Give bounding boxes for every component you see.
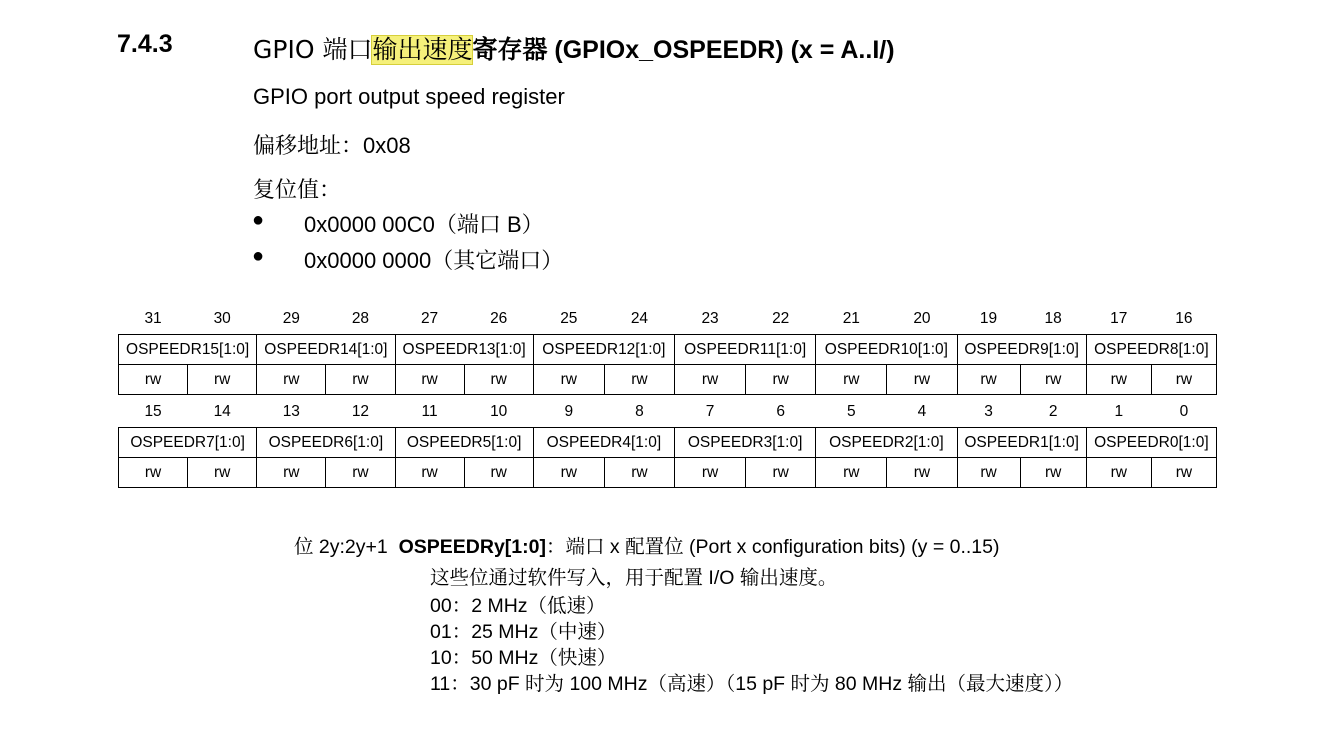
register-field: OSPEEDR0[1:0] bbox=[1086, 428, 1216, 458]
access-type: rw bbox=[119, 365, 188, 395]
access-type: rw bbox=[1151, 365, 1216, 395]
access-type: rw bbox=[326, 365, 395, 395]
field-description: ：端口 x 配置位 (Port x configuration bits) (y = 0..15) bbox=[545, 536, 1000, 558]
register-field: OSPEEDR12[1:0] bbox=[533, 335, 674, 365]
register-field: OSPEEDR3[1:0] bbox=[675, 428, 816, 458]
bit-number: 31 bbox=[144, 309, 162, 327]
access-type: rw bbox=[604, 365, 674, 395]
bit-number-row bbox=[119, 303, 1217, 335]
field-name: OSPEEDRy[1:0] bbox=[398, 536, 546, 558]
bit-number-row bbox=[119, 396, 1217, 428]
register-field: OSPEEDR6[1:0] bbox=[257, 428, 395, 458]
access-type: rw bbox=[395, 365, 464, 395]
access-type: rw bbox=[533, 458, 604, 488]
access-type: rw bbox=[257, 365, 326, 395]
bullet-icon: ● bbox=[252, 245, 265, 267]
register-field: OSPEEDR7[1:0] bbox=[119, 428, 257, 458]
field-name-row bbox=[119, 335, 1217, 365]
access-type: rw bbox=[604, 458, 674, 488]
register-field: OSPEEDR11[1:0] bbox=[675, 335, 816, 365]
bit-number: 4 bbox=[917, 402, 927, 420]
access-type: rw bbox=[1086, 365, 1151, 395]
access-type: rw bbox=[1020, 458, 1086, 488]
bit-number: 23 bbox=[701, 309, 719, 327]
bit-description-header bbox=[294, 531, 1000, 559]
register-field: OSPEEDR4[1:0] bbox=[533, 428, 674, 458]
access-type: rw bbox=[816, 458, 887, 488]
bit-number: 16 bbox=[1175, 309, 1193, 327]
access-type: rw bbox=[533, 365, 604, 395]
register-field: OSPEEDR13[1:0] bbox=[395, 335, 533, 365]
access-row bbox=[119, 458, 1217, 488]
access-type: rw bbox=[1086, 458, 1151, 488]
section-number: 7.4.3 bbox=[117, 30, 173, 58]
speed-option-fast: 10：50 MHz（快速） bbox=[430, 647, 617, 669]
access-type: rw bbox=[887, 365, 957, 395]
access-type: rw bbox=[395, 458, 464, 488]
description-line: 这些位通过软件写入，用于配置 I/O 输出速度。 bbox=[430, 567, 838, 589]
bit-number: 11 bbox=[421, 402, 438, 420]
access-type: rw bbox=[887, 458, 957, 488]
access-type: rw bbox=[188, 365, 257, 395]
section-title-prefix: GPIO 端口 bbox=[253, 35, 373, 64]
bit-number: 3 bbox=[984, 402, 993, 420]
bit-number: 14 bbox=[213, 402, 231, 420]
register-field: OSPEEDR10[1:0] bbox=[816, 335, 957, 365]
reset-value-label: 复位值： bbox=[253, 177, 342, 202]
access-type: rw bbox=[746, 458, 816, 488]
bit-number: 17 bbox=[1110, 309, 1128, 327]
speed-option-high: 11：30 pF 时为 100 MHz（高速）（15 pF 时为 80 MHz 输出（最大速度）） bbox=[430, 673, 1074, 695]
access-type: rw bbox=[464, 458, 533, 488]
access-type: rw bbox=[1020, 365, 1086, 395]
bits-label: 位 2y:2y+1 bbox=[294, 536, 388, 558]
bit-number: 12 bbox=[351, 402, 370, 420]
bit-number: 15 bbox=[144, 402, 162, 420]
section-title-suffix: 寄存器 (GPIOx_OSPEEDR) (x = A..I/) bbox=[472, 36, 895, 64]
bit-number: 22 bbox=[772, 309, 790, 327]
bit-number: 20 bbox=[913, 309, 931, 327]
access-type: rw bbox=[746, 365, 816, 395]
bit-number: 5 bbox=[847, 402, 856, 420]
bit-number: 7 bbox=[705, 402, 715, 420]
bit-number: 26 bbox=[490, 309, 508, 327]
access-type: rw bbox=[1151, 458, 1216, 488]
access-type: rw bbox=[675, 458, 746, 488]
bit-number: 29 bbox=[282, 309, 300, 327]
bit-number: 27 bbox=[420, 309, 439, 327]
access-type: rw bbox=[957, 458, 1020, 488]
access-type: rw bbox=[188, 458, 257, 488]
bit-number: 13 bbox=[282, 402, 300, 420]
register-field: OSPEEDR1[1:0] bbox=[957, 428, 1086, 458]
access-type: rw bbox=[675, 365, 746, 395]
access-type: rw bbox=[326, 458, 395, 488]
access-type: rw bbox=[464, 365, 533, 395]
register-table-low bbox=[118, 396, 1217, 488]
bit-number: 8 bbox=[635, 402, 644, 420]
register-field: OSPEEDR15[1:0] bbox=[119, 335, 257, 365]
offset-address: 偏移地址：0x08 bbox=[253, 133, 411, 158]
register-field: OSPEEDR8[1:0] bbox=[1086, 335, 1216, 365]
bit-number: 18 bbox=[1044, 309, 1062, 327]
bit-number: 21 bbox=[842, 309, 860, 327]
bit-number: 6 bbox=[776, 402, 785, 420]
bit-number: 30 bbox=[213, 309, 231, 327]
access-type: rw bbox=[957, 365, 1020, 395]
bit-number: 10 bbox=[490, 402, 508, 420]
access-type: rw bbox=[119, 458, 188, 488]
bit-number: 24 bbox=[630, 309, 649, 327]
section-title-highlight: 输出速度 bbox=[372, 36, 473, 64]
register-table-high bbox=[118, 303, 1217, 395]
bit-number: 25 bbox=[560, 309, 578, 327]
speed-option-medium: 01：25 MHz（中速） bbox=[430, 621, 617, 643]
section-title bbox=[253, 30, 895, 66]
field-name-row bbox=[119, 428, 1217, 458]
access-row bbox=[119, 365, 1217, 395]
bit-number: 19 bbox=[979, 309, 998, 327]
bit-number: 0 bbox=[1179, 402, 1189, 420]
bit-number: 9 bbox=[564, 402, 574, 420]
access-type: rw bbox=[257, 458, 326, 488]
register-field: OSPEEDR9[1:0] bbox=[957, 335, 1086, 365]
bit-number: 28 bbox=[351, 309, 370, 327]
register-field: OSPEEDR5[1:0] bbox=[395, 428, 533, 458]
bit-number: 1 bbox=[1114, 402, 1124, 420]
register-subtitle: GPIO port output speed register bbox=[253, 84, 565, 109]
access-type: rw bbox=[816, 365, 887, 395]
bit-number: 2 bbox=[1048, 402, 1058, 420]
reset-value-other-ports: 0x0000 0000（其它端口） bbox=[304, 248, 564, 273]
bullet-icon: ● bbox=[252, 209, 265, 231]
register-field: OSPEEDR14[1:0] bbox=[257, 335, 395, 365]
speed-option-low: 00：2 MHz（低速） bbox=[430, 595, 606, 617]
reset-value-port-b: 0x0000 00C0（端口 B） bbox=[304, 212, 544, 237]
register-field: OSPEEDR2[1:0] bbox=[816, 428, 957, 458]
